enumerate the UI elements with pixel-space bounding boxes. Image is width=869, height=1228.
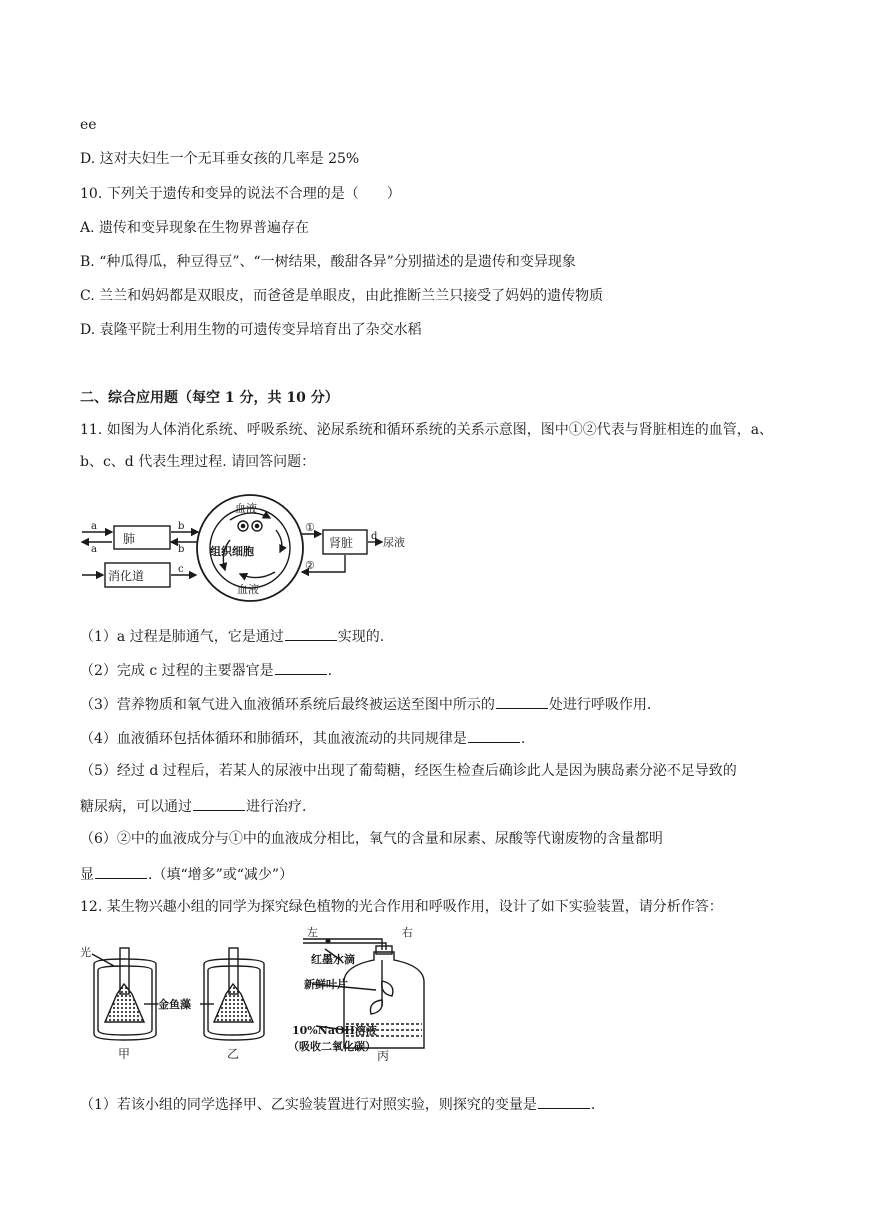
q11-part3-pre: （3）营养物质和氧气进入血液循环系统后最终被运送至图中所示的 bbox=[80, 697, 495, 713]
q11-part6-pre: 显 bbox=[80, 867, 94, 883]
q10-option-a: A. 遗传和变异现象在生物界普遍存在 bbox=[80, 220, 310, 236]
blood-top-label: 血液 bbox=[235, 502, 257, 515]
q11-part6-post: .（填“增多”或“减少”） bbox=[148, 867, 294, 883]
q11-part1-pre: （1）a 过程是肺通气，它是通过 bbox=[80, 629, 284, 645]
jar2-label: 乙 bbox=[227, 1047, 240, 1061]
light-label: 光 bbox=[80, 946, 91, 959]
absorb-label: （吸收二氧化碳） bbox=[288, 1040, 376, 1053]
q12-part1-pre: （1）若该小组的同学选择甲、乙实验装置进行对照实验，则探究的变量是 bbox=[80, 1097, 537, 1113]
q12-blank-1[interactable] bbox=[538, 1094, 590, 1109]
q11-part3-post: 处进行呼吸作用. bbox=[548, 697, 652, 713]
q10-option-b: B. “种瓜得瓜，种豆得豆”、“一树结果，酸甜各异”分别描述的是遗传和变异现象 bbox=[80, 254, 576, 270]
urine-label: 尿液 bbox=[383, 536, 405, 549]
q11-blank-2[interactable] bbox=[275, 660, 327, 675]
vessel-1-label: ① bbox=[305, 521, 315, 534]
q11-part6-line1: （6）②中的血液成分与①中的血液成分相比，氧气的含量和尿素、尿酸等代谢废物的含量都明 bbox=[80, 831, 663, 847]
q11-part5-post: 进行治疗. bbox=[246, 799, 307, 815]
q11-part1-post: 实现的. bbox=[337, 629, 385, 645]
q11-part1 bbox=[80, 626, 384, 646]
jar3-label: 丙 bbox=[377, 1049, 390, 1063]
q12-stem: 12. 某生物兴趣小组的同学为探究绿色植物的光合作用和呼吸作用，设计了如下实验装置，请分析作答： bbox=[80, 899, 723, 915]
d-label: d bbox=[371, 531, 378, 542]
q11-part6-line2 bbox=[80, 864, 293, 884]
q11-part5-line2 bbox=[80, 796, 306, 816]
drop-dot bbox=[326, 939, 331, 944]
q12-diagram bbox=[80, 926, 440, 1066]
b-label-1: b bbox=[178, 521, 185, 532]
q10-option-c: C. 兰兰和妈妈都是双眼皮，而爸爸是单眼皮，由此推断兰兰只接受了妈妈的遗传物质 bbox=[80, 288, 604, 304]
section-heading: 二、综合应用题（每空 1 分，共 10 分） bbox=[80, 390, 339, 406]
b-label-2: b bbox=[178, 544, 185, 555]
jar1-label: 甲 bbox=[118, 1047, 131, 1061]
q11-part5-line1: （5）经过 d 过程后，若某人的尿液中出现了葡萄糖，经医生检查后确诊此人是因为胰岛素分泌不足导致的 bbox=[80, 763, 737, 779]
fragment-text: ee bbox=[80, 117, 97, 133]
q11-diagram bbox=[80, 492, 425, 607]
q12-part1-post: . bbox=[590, 1097, 596, 1113]
q11-stem: 11. 如图为人体消化系统、呼吸系统、泌尿系统和循环系统的关系示意图，图中①②代表与肾脏相连的血管，a、b、c、d 代表生理过程. 请回答问题： bbox=[80, 422, 774, 470]
q11-part2 bbox=[80, 660, 332, 680]
q11-part2-pre: （2）完成 c 过程的主要器官是 bbox=[80, 663, 274, 679]
right-label: 右 bbox=[402, 926, 413, 939]
digestive-label: 消化道 bbox=[108, 569, 145, 583]
q11-part4-pre: （4）血液循环包括体循环和肺循环，其血液流动的共同规律是 bbox=[80, 731, 467, 747]
q11-blank-4[interactable] bbox=[468, 728, 520, 743]
q11-part2-post: . bbox=[327, 663, 333, 679]
q10-option-d: D. 袁隆平院士利用生物的可遗传变异培育出了杂交水稻 bbox=[80, 322, 422, 338]
lung-label: 肺 bbox=[123, 532, 136, 546]
q11-part5-pre: 糖尿病，可以通过 bbox=[80, 799, 192, 815]
kidney-label: 肾脏 bbox=[329, 536, 354, 550]
q10-stem: 10. 下列关于遗传和变异的说法不合理的是（ ） bbox=[80, 186, 401, 202]
a-label-1: a bbox=[91, 521, 97, 532]
q11-part4 bbox=[80, 728, 525, 748]
tissue-label: 组织细胞 bbox=[210, 545, 254, 558]
q11-blank-5[interactable] bbox=[193, 796, 245, 811]
q11-part3 bbox=[80, 694, 651, 714]
q11-blank-3[interactable] bbox=[496, 694, 548, 709]
c-label: c bbox=[178, 564, 184, 575]
left-label: 左 bbox=[307, 926, 318, 939]
vessel-2-label: ② bbox=[305, 559, 315, 572]
q9-option-d: D. 这对夫妇生一个无耳垂女孩的几率是 25% bbox=[80, 151, 360, 167]
a-label-2: a bbox=[91, 544, 97, 555]
q11-blank-1[interactable] bbox=[285, 626, 337, 641]
q11-blank-6[interactable] bbox=[95, 864, 147, 879]
q12-part1 bbox=[80, 1094, 595, 1114]
leaf-label: 新鲜叶片 bbox=[304, 978, 348, 991]
blood-bottom-label: 血液 bbox=[237, 583, 259, 596]
drop-label: 红墨水滴 bbox=[311, 953, 355, 966]
plant-label: 金鱼藻 bbox=[158, 998, 191, 1011]
q11-part4-post: . bbox=[520, 731, 526, 747]
naoh-label: 10%NaOH溶液 bbox=[292, 1024, 377, 1037]
